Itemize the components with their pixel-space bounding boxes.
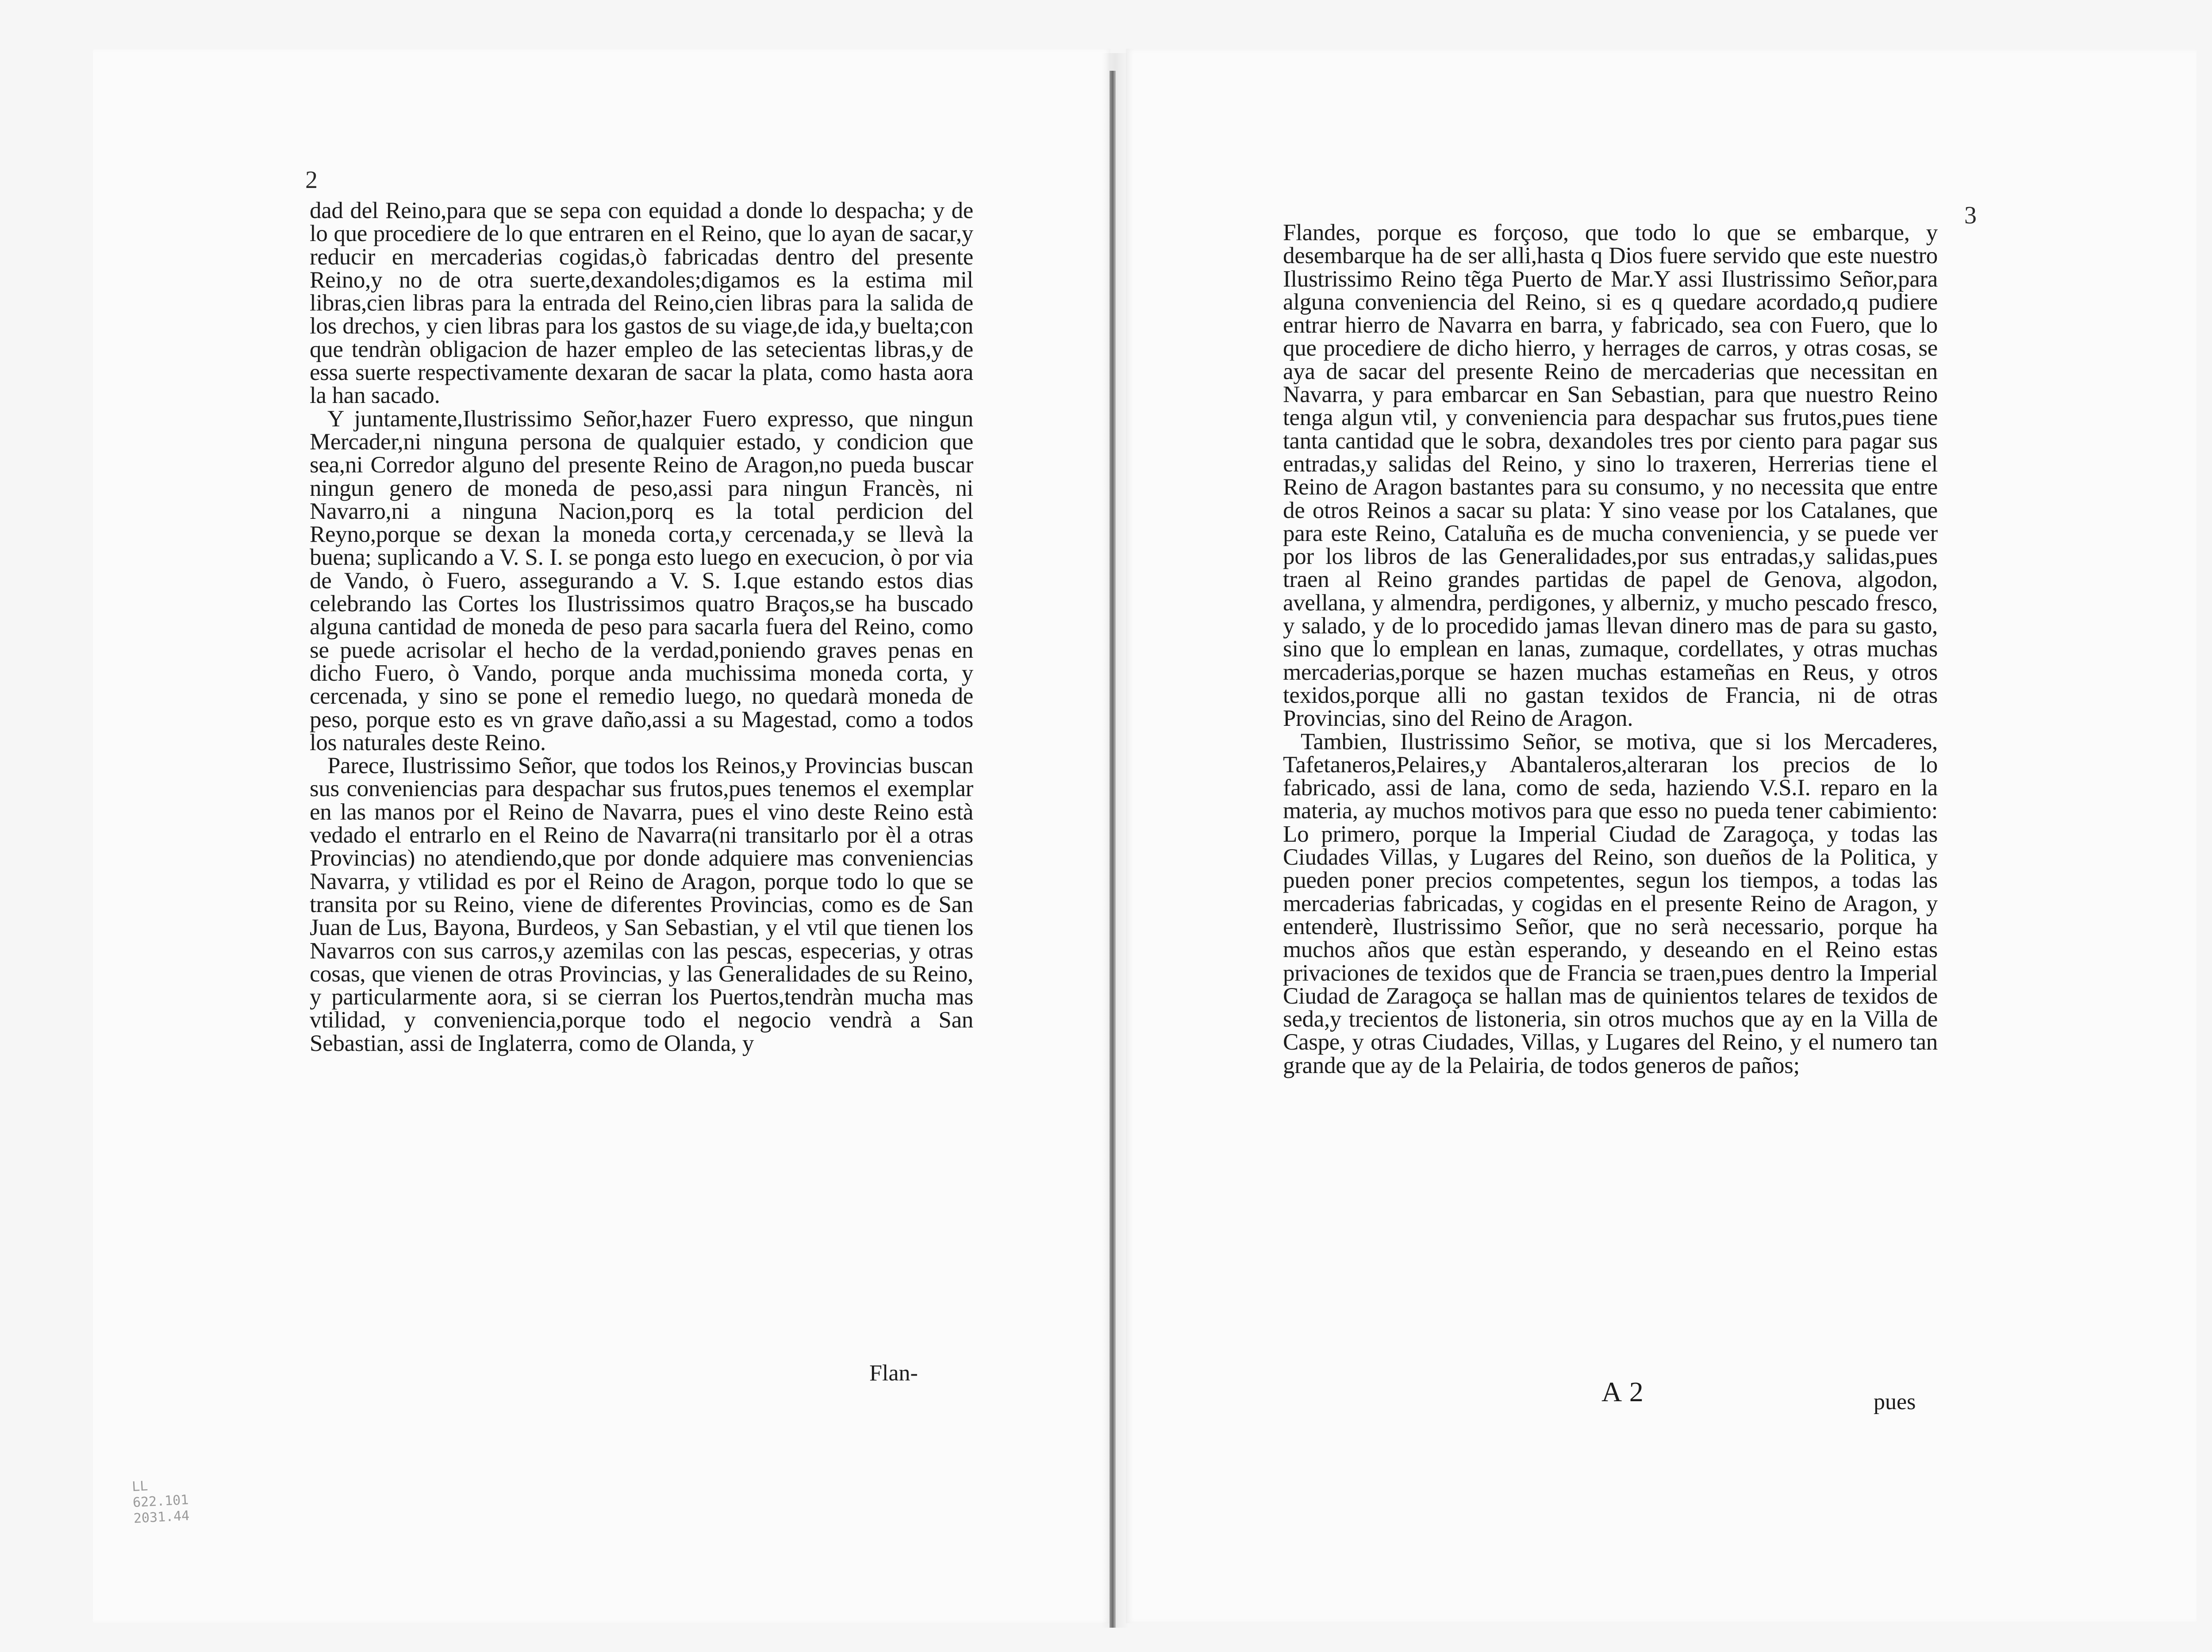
shelfmark-line-2: 622.101 [132, 1492, 189, 1511]
right-paragraph-2: Tambien, Ilustrissimo Señor, se motiva, que si los Mercaderes, Tafetaneros,Pelaires,y Abantaleros,alteraran los precios de lo fabricado, assi de lana, como de seda, haziendo V.S.I. reparo en la materia, ay muchos motivos para que esso no pueda tener cabimiento: Lo primero, porque la Imperial Ciudad de Zaragoça, y todas las Ciudades Villas, y Lugares del Reino, son dueños de la Politica, y pueden poner precios competentes, segun los tiempos, a todas las mercaderias fabricadas, y cogidas en el presente Reino de Aragon, y entenderè, Ilustrissimo Señor, que no serà necessario, porque ha muchos años que estàn esperando, y deseando en el Reino estas privaciones de texidos que de Francia se traen,pues dentro la Imperial Ciudad de Zaragoça se hallan mas de quinientos telares de texidos de seda,y trecientos de listoneria, sin otros muchos que ay en la Villa de Caspe, y otras Ciudades, Villas, y Lugares del Reino, y el numero tan grande que ay de la Pelairia, de todos generos de paños; [1283, 728, 1938, 1078]
signature-mark: A 2 [1601, 1376, 1644, 1407]
binding-gutter [1110, 71, 1116, 1628]
shelfmark-line-1: LL [131, 1478, 149, 1495]
catchword-left: Flan- [869, 1361, 918, 1386]
left-paragraph-2: Y juntamente,Ilustrissimo Señor,hazer Fuero expresso, que ningun Mercader,ni ninguna persona de qualquier estado, y condicion que sea,ni Corredor alguno del presente Reino de Aragon,no pueda buscar ningun genero de moneda de peso,assi para ningun Francès, ni Navarro,ni a ninguna Nacion,porq es la total perdicion del Reyno,porque se dexan la moneda corta,y cercenada,y se llevà la buena; suplicando a V. S. I. se ponga esto luego en execucion, ò por via de Vando, ò Fuero, assegurando a V. S. I.que estando estos dias celebrando las Cortes los Ilustrissimos quatro Braços,se ha buscado alguna cantidad de moneda de peso para sacarla fuera del Reino, como se puede acrisolar el hecho de la verdad,poniendo graves penas en dicho Fuero, ò Vando, porque anda muchissima moneda corta, y cercenada, y sino se pone el remedio luego, no quedarà moneda de peso, porque esto es vn grave daño,assi a su Magestad, como a todos los naturales deste Reino. [310, 406, 973, 755]
page-number-right: 3 [1964, 202, 1977, 229]
shelfmark-line-3: 2031.44 [133, 1508, 190, 1527]
left-page-text [310, 199, 973, 1055]
right-page-text [1283, 221, 1938, 1077]
catchword-right: pues [1874, 1389, 1916, 1414]
right-paragraph-1: Flandes, porque es forçoso, que todo lo que se embarque, y desembarque ha de ser alli,hasta q Dios fuere servido que este nuestro Ilustrissimo Reino tẽga Puerto de Mar.Y assi Ilustrissimo Señor,para alguna conveniencia del Reino, si es q quedare acordado,q pudiere entrar hierro de Navarra en barra, y fabricado, sea con Fuero, que lo que procediere de dicho hierro, y herrages de carros, y otras cosas, se aya de sacar del presente Reino de mercaderias que necessitan en Navarra, y para embarcar en San Sebastian, para que nuestro Reino tenga algun vtil, y conveniencia para despachar sus frutos,pues tiene tanta cantidad que le sobra, dexandoles tres por ciento para pagar sus entradas,y salidas del Reino, y sino lo traxeren, Herrerias tiene el Reino de Aragon bastantes para su consumo, y no necessita que entre de otros Reinos a sacar su plata: Y sino vease por los Catalanes, que para este Reino, Cataluña es de mucha conveniencia, y se puede ver por los libros de las Generalidades,por sus entradas,y salidas,pues traen al Reino grandes partidas de papel de Genova, algodon, avellana, y almendra, perdigones, y alberniz, y mucho pescado fresco, y salado, y de lo procedido jamas llevan dinero mas de para su gasto, sino que lo emplean en lanas, zumaque, cordellates, y otras muchas mercaderias,porque se hazen muchas estameñas en Reus, y otros texidos,porque alli no gastan texidos de Francia, ni de otras Provincias, sino del Reino de Aragon. [1283, 220, 1938, 732]
left-paragraph-1: dad del Reino,para que se sepa con equidad a donde lo despacha; y de lo que procediere de lo que entraren en el Reino, que lo ayan de sacar,y reducir en mercaderias cogidas,ò fabricadas dentro del presente Reino,y no de otra suerte,dexandoles;digamos es la estima mil libras,cien libras para la entrada del Reino,cien libras para la salida de los drechos, y cien libras para los gastos de su viage,de ida,y buelta;con que tendràn obligacion de hazer empleo de las setecientas libras,y de essa suerte respectivamente dexaran de sacar la plata, como hasta aora la han sacado. [310, 198, 973, 409]
page-number-left: 2 [305, 166, 318, 194]
left-paragraph-3: Parece, Ilustrissimo Señor, que todos los Reinos,y Provincias buscan sus conveniencias para despachar sus frutos,pues tenemos el exemplar en las manos por el Reino de Navarra, pues el vino deste Reino està vedado el entrarlo en el Reino de Navarra(ni transitarlo por èl a otras Provincias) no atendiendo,que por donde adquiere mas conveniencias Navarra, y vtilidad es por el Reino de Aragon, porque todo lo que se transita por su Reino, viene de diferentes Provincias, como es de San Juan de Lus, Bayona, Burdeos, y San Sebastian, y el vtil que tienen los Navarros con sus carros,y azemilas con las pescas, especerias, y otras cosas, que vienen de otras Provincias, y las Generalidades de su Reino, y particularmente aora, si se cierran los Puertos,tendràn mucha mas vtilidad, y conveniencia,porque todo el negocio vendrà a San Sebastian, assi de Inglaterra, como de Olanda, y [310, 753, 973, 1056]
shelfmark-annotation [131, 1476, 204, 1527]
